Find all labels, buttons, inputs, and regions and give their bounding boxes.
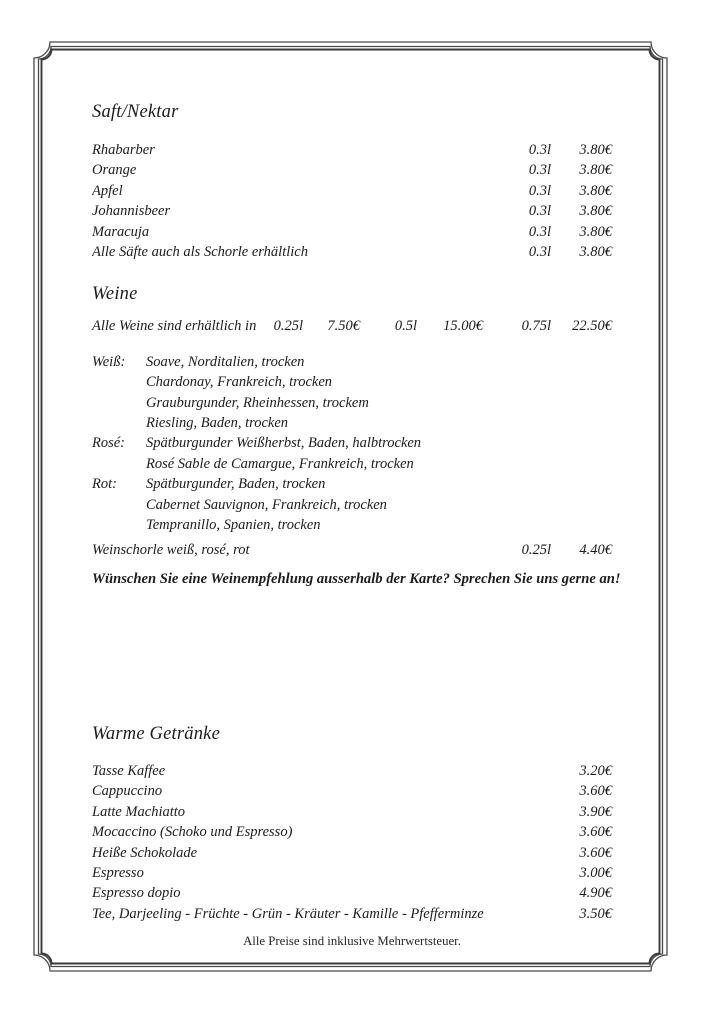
item-volume: 0.3l	[528, 244, 551, 261]
item-volume: 0.3l	[528, 142, 551, 158]
item-name: Heiße Schokolade	[92, 844, 198, 861]
item-name: Cappuccino	[92, 783, 163, 800]
wine-size-price-3: 22.50€	[572, 318, 612, 335]
item-price: 3.60€	[579, 844, 612, 861]
item-name: Orange	[92, 162, 137, 179]
wine-category-label	[92, 495, 146, 515]
wine-row	[92, 454, 612, 474]
item-price: 3.80€	[579, 203, 612, 220]
section-title-warme-getraenke: Warme Getränke	[92, 723, 220, 744]
item-volume: 0.3l	[528, 162, 551, 179]
item-name: Mocaccino (Schoko und Espresso)	[92, 824, 293, 841]
item-price: 3.90€	[579, 803, 612, 820]
wine-name: Spätburgunder, Baden, trocken	[146, 476, 326, 493]
item-name: Alle Säfte auch als Schorle erhältlich	[92, 244, 308, 261]
menu-item-row	[92, 822, 612, 842]
wine-category-label: Rot:	[92, 476, 117, 493]
item-price: 3.20€	[579, 762, 612, 779]
wine-category-label: Rosé:	[92, 435, 126, 452]
item-price: 3.60€	[579, 783, 612, 800]
item-volume: 0.25l	[521, 542, 551, 559]
wine-category-label	[92, 393, 146, 413]
wine-category-label	[92, 454, 146, 474]
item-volume: 0.3l	[528, 182, 551, 199]
wine-sizes-label: Alle Weine sind erhältlich in	[92, 318, 257, 335]
menu-content	[92, 0, 621, 950]
wine-name: Soave, Norditalien, trocken	[146, 353, 305, 370]
menu-item-row	[92, 222, 612, 242]
item-price: 3.00€	[579, 864, 612, 881]
wine-size-volume-1: 0.25l	[273, 318, 303, 335]
wine-size-price-1: 7.50€	[327, 318, 360, 335]
menu-item-row	[92, 140, 612, 160]
item-price: 4.90€	[579, 885, 612, 902]
section-title-weine: Weine	[92, 284, 138, 305]
item-volume: 0.3l	[528, 223, 551, 240]
section-title-saft-nektar: Saft/Nektar	[92, 102, 179, 122]
item-price: 3.50€	[579, 905, 612, 922]
wine-recommendation-note: Wünschen Sie eine Weinempfehlung ausserhalb der Karte? Sprechen Sie uns gerne an!	[92, 570, 621, 587]
item-name: Tasse Kaffee	[92, 762, 166, 779]
wine-row	[92, 433, 612, 453]
wine-name: Rosé Sable de Camargue, Frankreich, trocken	[146, 455, 414, 472]
item-price: 3.80€	[579, 162, 612, 179]
item-name: Latte Machiatto	[92, 803, 186, 820]
item-volume: 0.3l	[528, 203, 551, 220]
wine-sizes-row	[92, 316, 612, 336]
wine-list	[92, 352, 612, 536]
weinschorle-row	[92, 540, 612, 560]
wine-row	[92, 474, 612, 494]
item-price: 3.60€	[579, 824, 612, 841]
menu-item-row	[92, 781, 612, 801]
wine-row	[92, 495, 612, 515]
item-name: Espresso	[92, 864, 144, 881]
menu-item-row	[92, 201, 612, 221]
wine-name: Chardonay, Frankreich, trocken	[146, 374, 333, 391]
menu-item-row	[92, 883, 612, 903]
menu-item-row	[92, 863, 612, 883]
wine-category-label: Weiß:	[92, 353, 126, 370]
wine-row	[92, 372, 612, 392]
menu-item-row	[92, 242, 612, 262]
item-price: 4.40€	[579, 542, 612, 559]
item-name: Rhabarber	[92, 142, 155, 158]
item-price: 3.80€	[579, 244, 612, 261]
wine-category-label	[92, 413, 146, 433]
wine-name: Spätburgunder Weißherbst, Baden, halbtrocken	[146, 435, 422, 452]
warm-drinks-list	[92, 761, 612, 924]
menu-item-row	[92, 160, 612, 180]
item-name: Espresso dopio	[92, 885, 181, 902]
item-name: Tee, Darjeeling - Früchte - Grün - Kräuter - Kamille - Pfefferminze	[92, 905, 484, 922]
item-name: Weinschorle weiß, rosé, rot	[92, 542, 250, 559]
wine-name: Tempranillo, Spanien, trocken	[146, 517, 321, 534]
wine-size-volume-3: 0.75l	[521, 318, 551, 335]
wine-size-price-2: 15.00€	[443, 318, 483, 335]
wine-row	[92, 352, 612, 372]
wine-name: Cabernet Sauvignon, Frankreich, trocken	[146, 496, 387, 513]
menu-item-row	[92, 904, 612, 924]
wine-name: Riesling, Baden, trocken	[146, 415, 289, 432]
item-name: Apfel	[92, 182, 123, 199]
item-name: Johannisbeer	[92, 203, 171, 220]
wine-category-label	[92, 515, 146, 535]
wine-row	[92, 515, 612, 535]
wine-row	[92, 413, 612, 433]
saft-item-list	[92, 140, 612, 262]
vat-notice: Alle Preise sind inklusive Mehrwertsteuer.	[243, 934, 461, 949]
menu-item-row	[92, 181, 612, 201]
item-price: 3.80€	[579, 182, 612, 199]
wine-row	[92, 393, 612, 413]
menu-item-row	[92, 802, 612, 822]
wine-name: Grauburgunder, Rheinhessen, trockem	[146, 394, 369, 411]
wine-size-volume-2: 0.5l	[394, 318, 417, 335]
wine-category-label	[92, 372, 146, 392]
menu-item-row	[92, 761, 612, 781]
item-name: Maracuja	[92, 223, 150, 240]
menu-item-row	[92, 843, 612, 863]
item-price: 3.80€	[579, 142, 612, 158]
item-price: 3.80€	[579, 223, 612, 240]
